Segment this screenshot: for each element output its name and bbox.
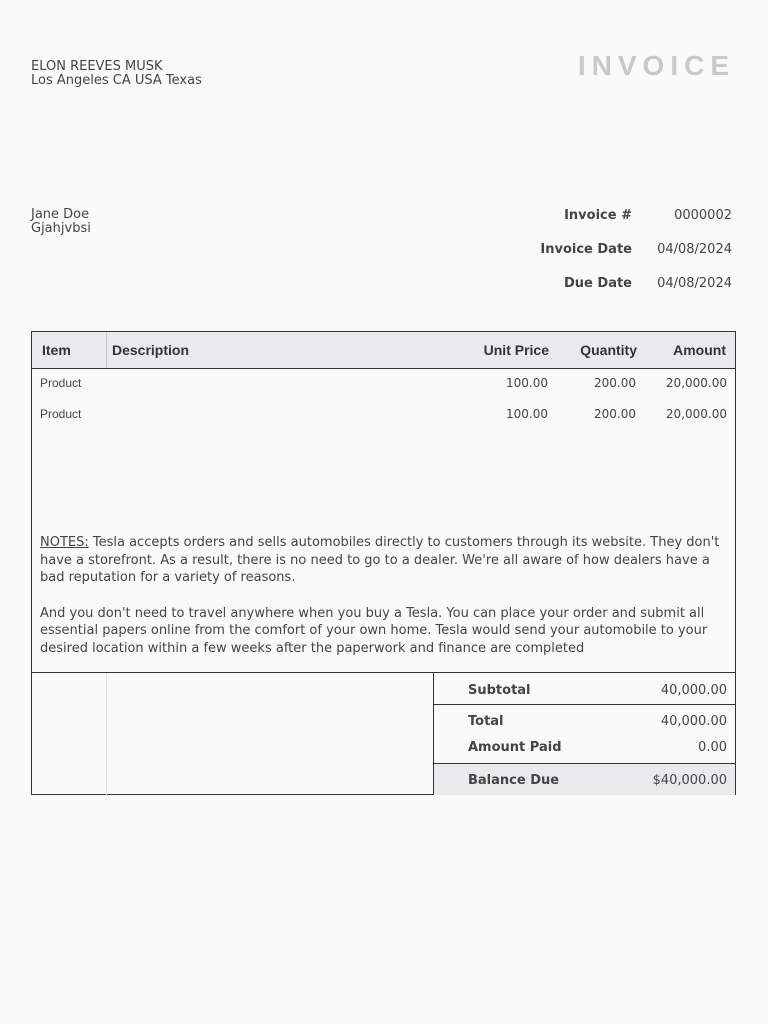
row-quantity: 200.00 (594, 376, 636, 390)
row-amount: 20,000.00 (665, 407, 727, 421)
subtotal-row (434, 683, 735, 703)
total-value: 40,000.00 (660, 714, 727, 729)
balance-due-row (434, 773, 735, 793)
header-item: Item (42, 342, 71, 358)
sender-block (31, 60, 202, 88)
row-amount: 20,000.00 (665, 376, 727, 390)
header-amount: Amount (673, 342, 726, 358)
total-label: Total (468, 714, 504, 729)
total-row (434, 714, 735, 734)
invoice-number-label: Invoice # (564, 208, 632, 223)
invoice-number-value: 0000002 (674, 208, 732, 223)
notes-section (40, 534, 730, 675)
table-header (32, 332, 735, 369)
due-date-value: 04/08/2024 (657, 276, 732, 291)
client-block (31, 208, 91, 236)
table-row (32, 407, 735, 427)
subtotal-value: 40,000.00 (660, 683, 727, 698)
totals-separator (433, 704, 735, 705)
row-item: Product (40, 407, 82, 421)
balance-due-label: Balance Due (468, 773, 560, 788)
left-cell-divider (106, 673, 107, 795)
header-unit-price: Unit Price (483, 342, 549, 358)
notes-paragraph (40, 534, 730, 587)
due-date-label: Due Date (564, 276, 632, 291)
row-quantity: 200.00 (594, 407, 636, 421)
amount-paid-label: Amount Paid (468, 740, 562, 755)
totals-separator (433, 763, 735, 764)
subtotal-label: Subtotal (468, 683, 531, 698)
column-divider (106, 332, 107, 368)
invoice-date-value: 04/08/2024 (657, 242, 732, 257)
client-company: Gjahjvbsi (31, 221, 91, 236)
invoice-table (31, 331, 736, 795)
client-name: Jane Doe (31, 207, 90, 222)
sender-address: Los Angeles CA USA Texas (31, 73, 202, 88)
table-row (32, 376, 735, 396)
header-description: Description (112, 342, 190, 358)
row-unit-price: 100.00 (506, 376, 548, 390)
row-unit-price: 100.00 (506, 407, 548, 421)
header-quantity: Quantity (580, 342, 637, 358)
sender-name: ELON REEVES MUSK (31, 59, 163, 74)
amount-paid-value: 0.00 (698, 740, 727, 755)
row-item: Product (40, 376, 82, 390)
notes-label: NOTES: (40, 535, 89, 550)
notes-text-1: Tesla accepts orders and sells automobiles directly to customers through its website. They don't have a storefront. As a result, there is no need to go to a dealer. We're all aware of how dealers have a bad reputation for a variety of reasons. (40, 535, 720, 585)
amount-paid-row (434, 740, 735, 760)
invoice-date-label: Invoice Date (540, 242, 632, 257)
balance-due-value: $40,000.00 (652, 773, 727, 788)
notes-text-2: And you don't need to travel anywhere when you buy a Tesla. You can place your order and submit all essential papers online from the comfort of your own home. Tesla would send your automobile to your desired location within a few weeks after the paperwork and finance are completed (40, 605, 708, 656)
totals-top-border (32, 672, 735, 673)
invoice-title: INVOICE (577, 50, 735, 81)
